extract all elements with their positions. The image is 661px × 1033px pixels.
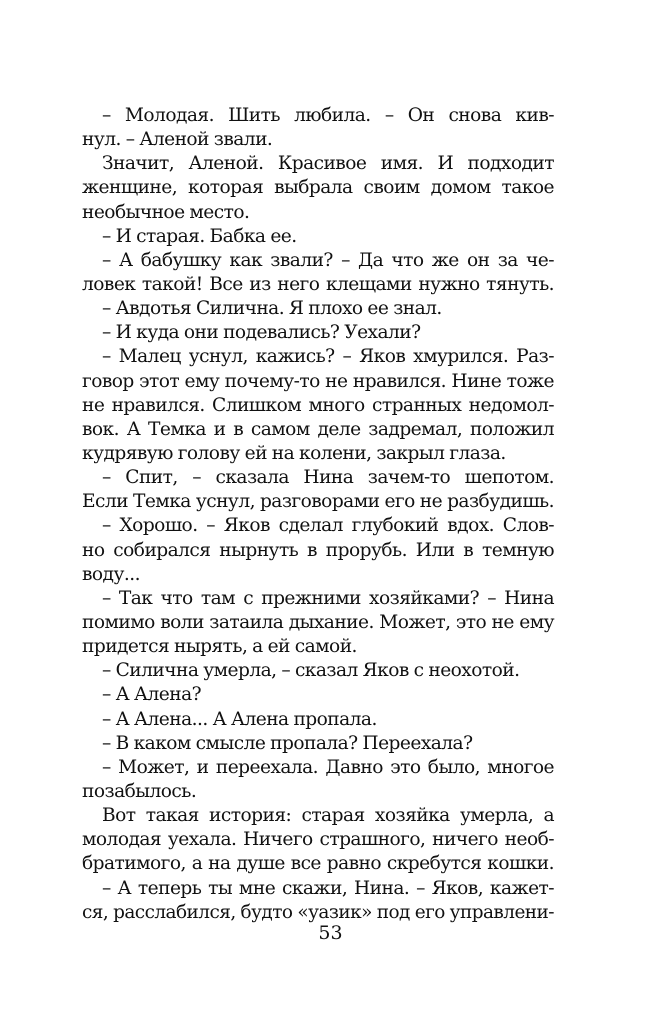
text-line: – И куда они подевались? Уехали?: [102, 322, 421, 344]
text-line: – Силична умерла, – сказал Яков с неохотой.: [102, 660, 520, 682]
text-line: кудрявую голову ей на колени, закрыл глаза.: [82, 442, 506, 464]
text-line: позабылось.: [82, 780, 197, 802]
text-line: придется нырять, а ей самой.: [82, 636, 357, 658]
text-line: женщине, которая выбрала своим домом такое: [82, 177, 554, 199]
text-line: ся, расслабился, будто «уазик» под его управлени-: [82, 901, 554, 923]
text-line: – А Алена... А Алена пропала.: [102, 708, 377, 730]
text-line: нул. – Аленой звали.: [82, 129, 273, 151]
text-line: – Может, и переехала. Давно это было, многое: [102, 756, 554, 778]
text-line: помимо воли затаила дыхание. Может, это не ему: [82, 611, 554, 633]
text-line: – В каком смысле пропала? Переехала?: [102, 732, 473, 754]
text-line: братимого, а на душе все равно скребутся кошки.: [82, 853, 554, 875]
text-line: – Спит, – сказала Нина зачем-то шепотом.: [102, 467, 554, 489]
text-line: – А Алена?: [102, 684, 202, 706]
text-line: Если Темка уснул, разговорами его не разбудишь.: [82, 491, 554, 513]
body-text: [82, 104, 554, 925]
text-line: – Авдотья Силична. Я плохо ее знал.: [102, 298, 442, 320]
text-line: говор этот ему почему-то не нравился. Нине тоже: [82, 370, 554, 392]
text-line: – Так что там с прежними хозяйками? – Нина: [102, 587, 554, 609]
text-line: необычное место.: [82, 201, 250, 223]
text-line: вок. А Темка и в самом деле задремал, положил: [82, 418, 554, 440]
text-line: ловек такой! Все из него клещами нужно тянуть.: [82, 273, 554, 295]
page-number: 53: [318, 922, 343, 944]
text-line: но собирался нырнуть в прорубь. Или в темную: [82, 539, 554, 561]
text-line: – А бабушку как звали? – Да что же он за че-: [102, 249, 554, 271]
text-line: Вот такая история: старая хозяйка умерла, а: [102, 805, 554, 827]
text-line: не нравился. Слишком много странных недомол-: [82, 394, 554, 416]
text-line: молодая уехала. Ничего страшного, ничего необ-: [82, 829, 554, 851]
text-line: – Малец уснул, кажись? – Яков хмурился. Раз-: [102, 346, 554, 368]
text-line: – А теперь ты мне скажи, Нина. – Яков, кажет-: [102, 877, 554, 899]
text-line: – Хорошо. – Яков сделал глубокий вдох. Слов-: [102, 515, 554, 537]
text-line: Значит, Аленой. Красивое имя. И подходит: [102, 153, 554, 175]
text-line: воду...: [82, 563, 140, 585]
text-line: – И старая. Бабка ее.: [102, 225, 297, 247]
text-line: – Молодая. Шить любила. – Он снова кив-: [102, 105, 554, 126]
